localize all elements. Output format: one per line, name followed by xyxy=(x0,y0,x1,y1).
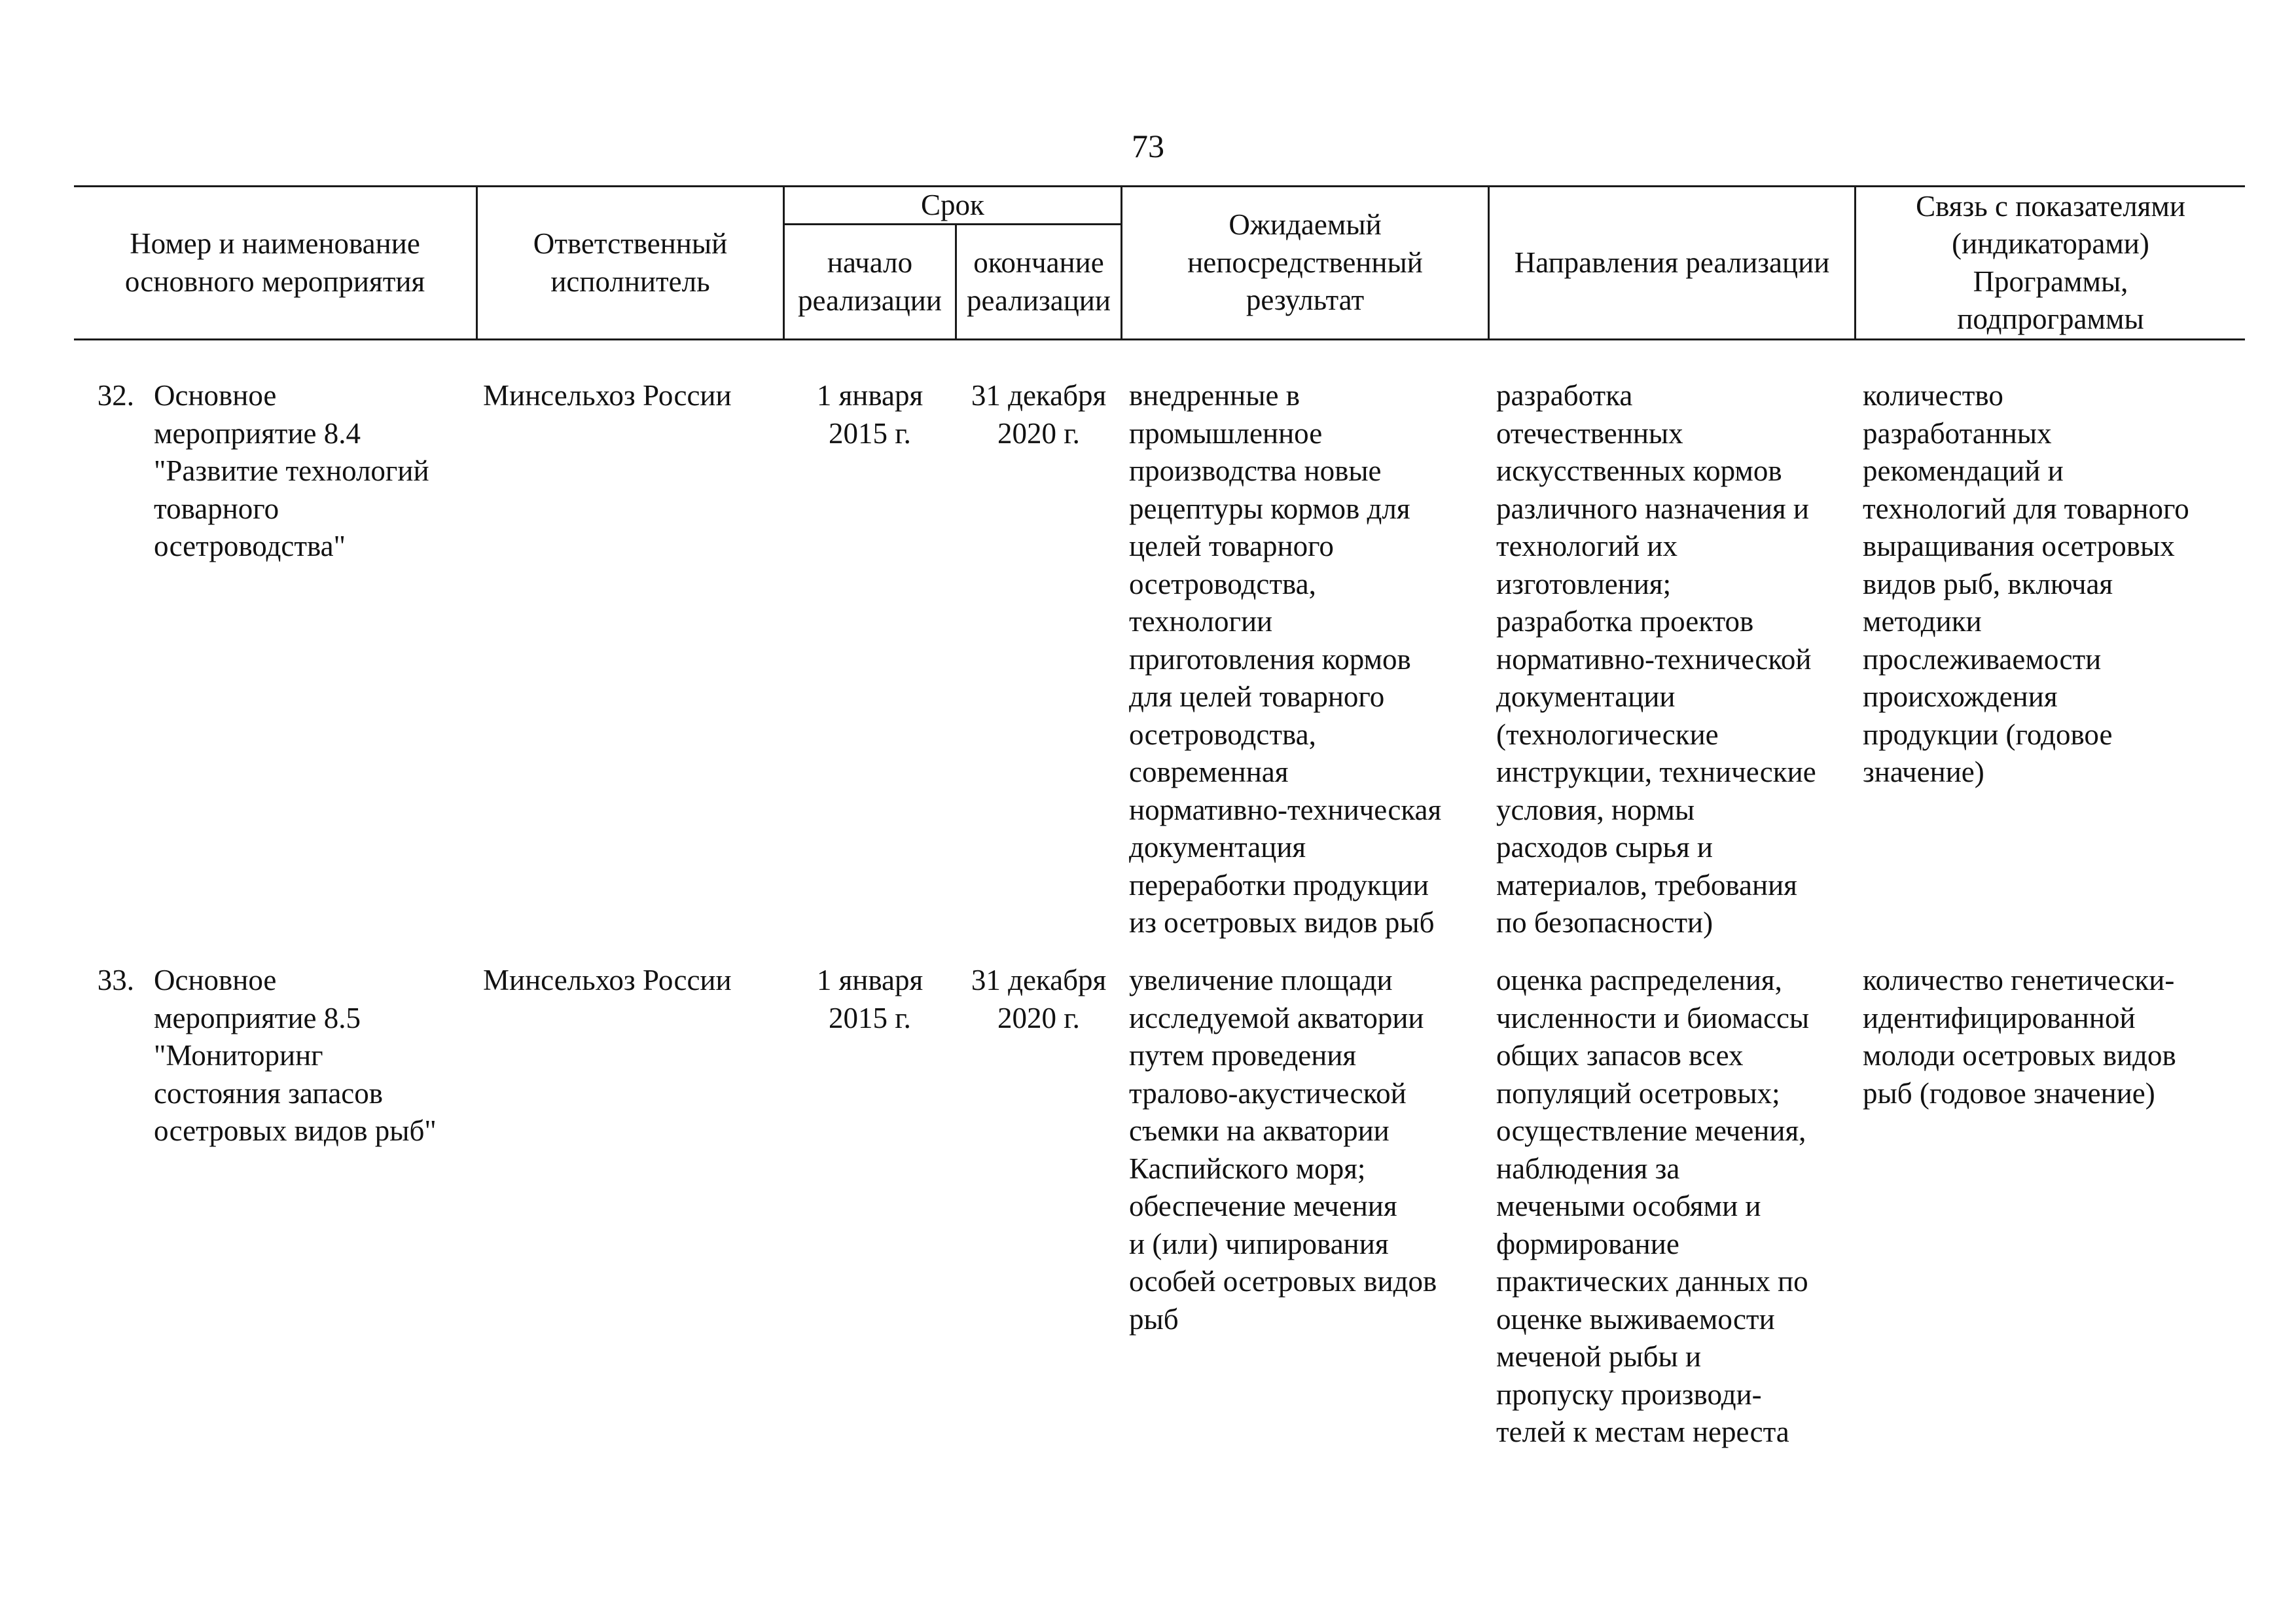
header-executor: Ответственный исполнитель xyxy=(533,227,728,298)
end-date: 31 декабря 2020 г. xyxy=(971,379,1107,450)
activity-name: Основное мероприятие 8.4 "Развитие технологий товарного осетроводства" xyxy=(154,379,429,562)
header-term: Срок xyxy=(921,188,984,221)
header-indicators: Связь с показателями (индикаторами) Программы, подпрограммы xyxy=(1916,189,2185,335)
expected-result: внедренные в промышленное производства новые рецептуры кормов для целей товарного осетроводства, технологии приготовления кормов для целей товарного осетроводства, современная нормативно-техническая документация переработки продукции из осетровых видов рыб xyxy=(1129,379,1442,939)
row-number: 33. xyxy=(97,964,134,996)
expected-result: увеличение площади исследуемой акватории путем проведения тралово-акустической съемки на акватории Каспийского моря; обеспечение мечения и (или) чипирования особей осетровых видов рыб xyxy=(1129,964,1437,1336)
implementation-directions: разработка отечественных искусственных кормов различного назначения и технологий их изготовления; разработка проектов нормативно-технической документации (технологические инструкции, технические условия, нормы расходов сырья и материалов, требования по безопасности) xyxy=(1496,379,1816,939)
start-date: 1 января 2015 г. xyxy=(816,379,924,450)
header-term-start: начало реализации xyxy=(798,246,942,317)
activity-name: Основное мероприятие 8.5 "Мониторинг состояния запасов осетровых видов рыб" xyxy=(154,964,437,1147)
end-date: 31 декабря 2020 г. xyxy=(971,964,1107,1034)
header-expected-result: Ожидаемый непосредственный результат xyxy=(1187,208,1423,317)
start-date: 1 января 2015 г. xyxy=(816,964,924,1034)
executor: Минсельхоз России xyxy=(483,379,732,412)
page-number: 73 xyxy=(1132,128,1164,164)
header-bottom-rule xyxy=(74,338,2245,340)
header-activity: Номер и наименование основного мероприятия xyxy=(124,227,425,298)
implementation-directions: оценка распределения, численности и биомассы общих запасов всех популяций осетровых; осуществление мечения, наблюдения за мечеными особями и формирование практических данных по оценке выживаемости меченой рыбы и пропуску производи- телей к местам нереста xyxy=(1496,964,1810,1448)
row-number: 32. xyxy=(97,379,134,412)
header-term-end: окончание реализации xyxy=(967,246,1111,317)
executor: Минсельхоз России xyxy=(483,964,732,996)
program-indicators: количество разработанных рекомендаций и технологий для товарного выращивания осетровых видов рыб, включая методики прослеживаемости происхождения продукции (годовое значение) xyxy=(1863,379,2189,788)
header-directions: Направления реализации xyxy=(1514,246,1830,279)
program-indicators: количество генетически- идентифицированной молоди осетровых видов рыб (годовое значение) xyxy=(1863,964,2176,1110)
